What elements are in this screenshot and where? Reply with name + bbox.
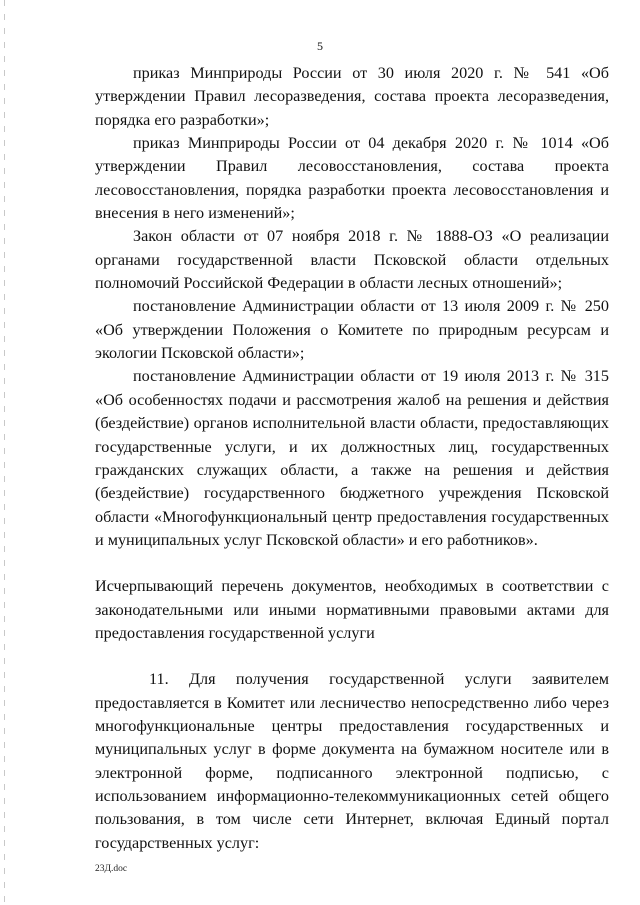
- paragraph-order-541: приказ Минприроды России от 30 июля 2020 г. № 541 «Об утверждении Правил лесоразведения, состава проекта лесоразведения, порядка его разработки»;: [95, 64, 609, 129]
- paragraph-item-11: 11. Для получения государственной услуги заявителем предоставляется в Комитет или лесничество непосредственно либо через многофункциональные центры предоставления государственных и муниципальных услуг в форме документа на бумажном носителе или в электронной форме, подписанного электронной подписью, с использованием информационно-телекоммуникационных сетей общего пользования, в том числе сети Интернет, включая Единый портал государственных услуг:: [95, 670, 609, 852]
- scan-edge-line: [4, 0, 5, 905]
- section-heading: Исчерпывающий перечень документов, необходимых в соответствии с законодательными или иными нормативными правовыми актами для предоставления государственной услуги: [95, 577, 609, 642]
- file-name-footer: 23Д.doc: [95, 864, 128, 874]
- paragraph-order-1014: приказ Минприроды России от 04 декабря 2020 г. № 1014 «Об утверждении Правил лесовосстановления, состава проекта лесовосстановления, порядка разработки проекта лесовосстановления и внесения в него изменений»;: [95, 134, 609, 223]
- paragraph-resolution-315: постановление Администрации области от 19 июля 2013 г. № 315 «Об особенностях подачи и рассмотрения жалоб на решения и действия (бездействие) органов исполнительной власти области, предоставляющих государственные услуги, и их должностных лиц, государственных гражданских служащих области, а также на решения и действия (бездействие) государственного бюджетного учреждения Псковской области «Многофункциональный центр предоставления государственных и муниципальных услуг Псковской области» и его работников».: [95, 367, 609, 549]
- page-number: 5: [317, 39, 323, 53]
- paragraph-resolution-250: постановление Администрации области от 13 июля 2009 г. № 250 «Об утверждении Положения о Комитете по природным ресурсам и экологии Псковской области»;: [95, 297, 609, 363]
- paragraph-law-1888: Закон области от 07 ноября 2018 г. № 1888-ОЗ «О реализации органами государственной власти Псковской области отдельных полномочий Российской Федерации в области лесных отношений»;: [95, 227, 609, 293]
- document-body: [95, 62, 609, 855]
